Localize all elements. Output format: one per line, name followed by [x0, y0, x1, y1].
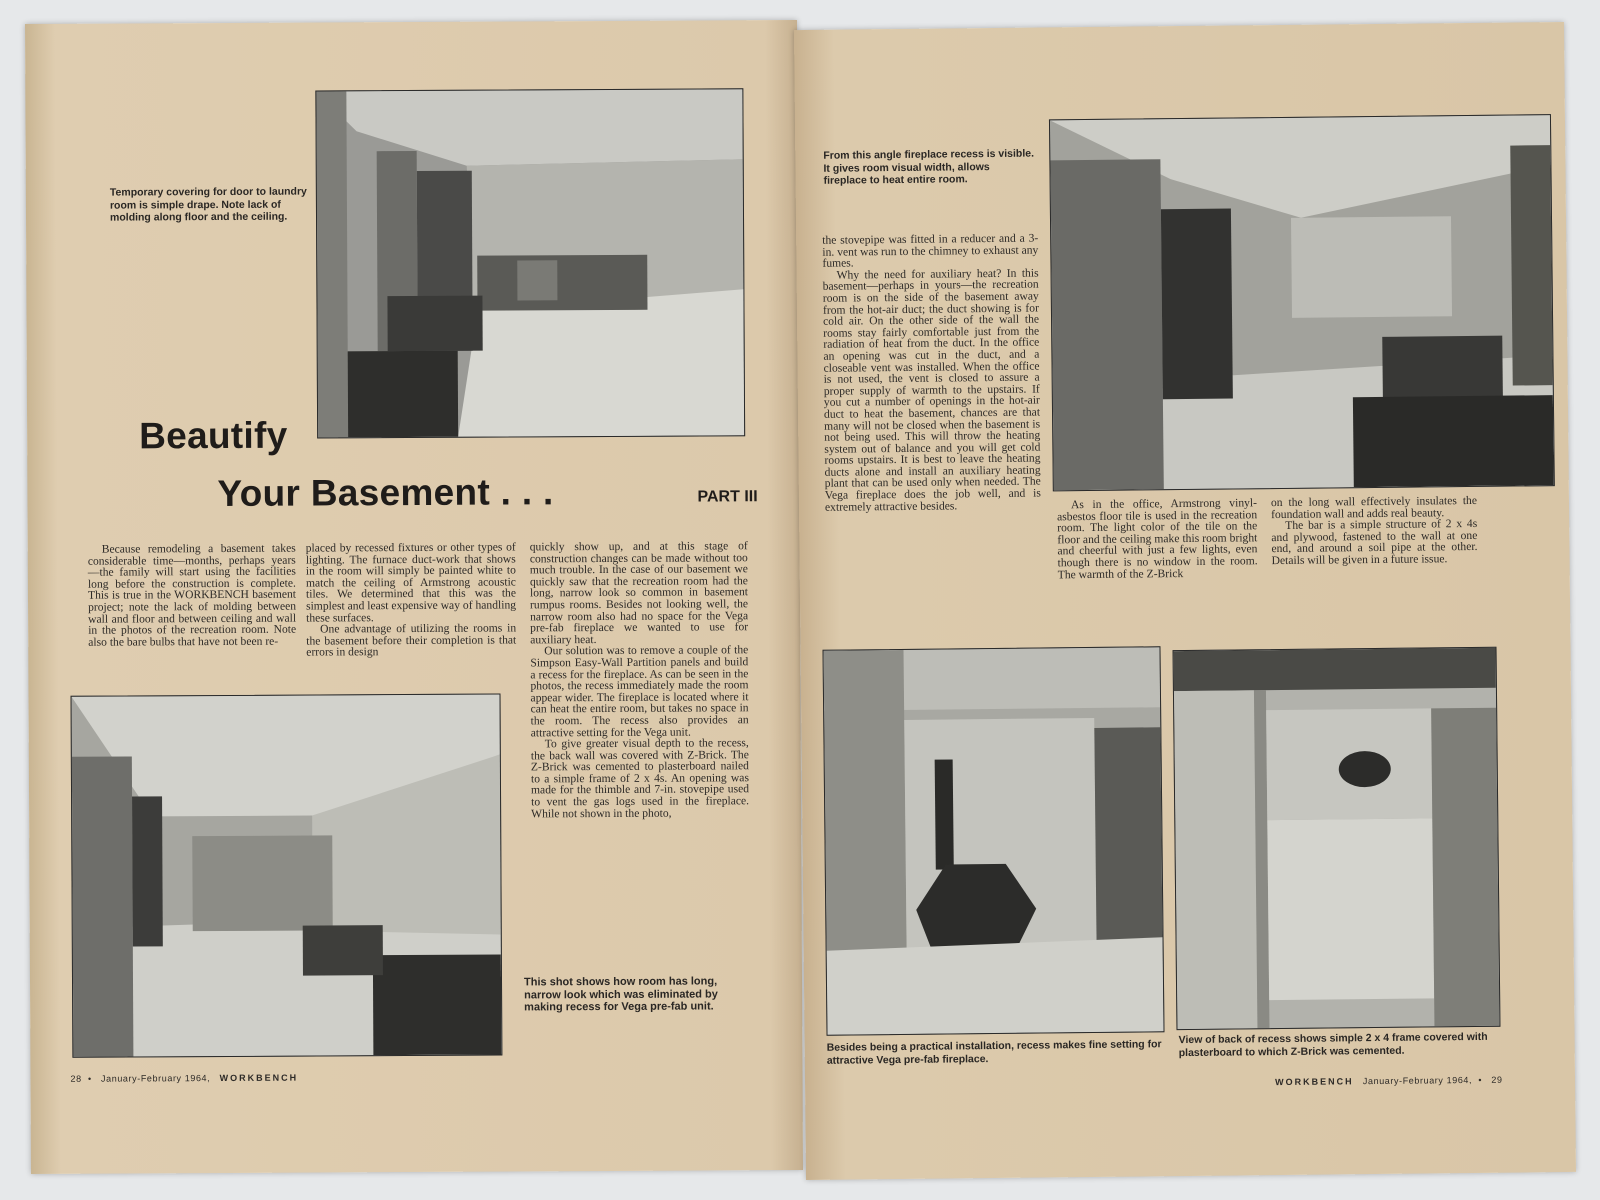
paragraph: Because remodeling a basement takes considerable time—months, perhaps years—the family will start using the facilities long before the construction is complete. This is true in the WORKBENCH basement project; note the lack of molding between wall and floor and between ceiling and wall in the photos of the recreation room. Note also the bare bulbs that have not been re- [87, 541, 297, 649]
paragraph: the stovepipe was fitted in a reducer and a 3-in. vent was run to the chimney to exhaust any fumes. [822, 231, 1039, 270]
photo-vega-fireplace [822, 646, 1164, 1036]
right-page [794, 22, 1576, 1180]
paragraph: Why the need for auxiliary heat? In this basement—perhaps in yours—the recreation room is on the side of the basement away from the hot-air duct; the duct showing is for cold air. On the other side of the wall the rooms stay fairly comfortable just from the radiation of heat from the duct. In the office an opening was cut in the duct, and a closeable vent was installed. When the office is not used, the vent is closed to assure a proper supply of warmth to the upstairs. If you cut a number of openings in the hot-air duct to heat the basement, chances are that many will not be closed when the basement is not being used. This will throw the heating system out of balance and you will get cold rooms upstairs. It is best to leave the heating ducts alone and install an auxiliary heating plant that can be used only when needed. The Vega fireplace does the job well, and is extremely attractive besides. [822, 266, 1041, 514]
page-number: 29 [1491, 1074, 1503, 1085]
paragraph: One advantage of utilizing the rooms in the basement before their completion is that errors in design [306, 621, 517, 659]
photo-recess-back-frame [1173, 647, 1501, 1030]
paragraph: To give greater visual depth to the recess, the back wall was covered with Z-Brick. The Z-Brick was cemented to plasterboard nailed to a simple frame of 2 x 4s. An opening was made for the thimble and 7-in. stovepipe used to vent the gas logs used in the fireplace. While not shown in the photo, [530, 736, 750, 821]
paragraph: Our solution was to remove a couple of the Simpson Easy-Wall Partition panels and build a recess for the fireplace. As can be seen in the photos, the recess immediately made the room appear wider. The fireplace is located where it can heat the entire room, but takes no space in the room. The recess also provides an attractive setting for the Vega unit. [530, 643, 749, 739]
magazine-name: WORKBENCH [1274, 1076, 1354, 1088]
fireplace-photo-caption: Besides being a practical installation, recess makes fine setting for attractive Vega pre-fab fireplace. [826, 1038, 1162, 1067]
left-column-3 [530, 540, 749, 819]
paragraph: The bar is a simple structure of 2 x 4s and plywood, fastened to the wall at one end, and around a soil pipe at the other. Details will be given in a future issue. [1271, 517, 1478, 568]
paragraph: on the long wall effectively insulates the foundation wall and adds real beauty. [1270, 493, 1478, 521]
left-column-2 [306, 541, 517, 658]
issue-date: January-February 1964, [1362, 1075, 1473, 1087]
top-left-photo-caption: Temporary covering for door to laundry room is simple drape. Note lack of molding along floor and the ceiling. [109, 185, 307, 224]
bottom-left-photo-caption: This shot shows how room has long, narrow look which was eliminated by making recess for Vega pre-fab unit. [523, 975, 718, 1014]
right-column-1 [822, 233, 1041, 513]
top-right-photo-caption: From this angle fireplace recess is visible. It gives room visual width, allows fireplace to heat entire room. [823, 147, 1035, 187]
photo-fireplace-recess-angle [1049, 114, 1555, 491]
right-column-2 [1057, 497, 1258, 580]
left-column-1 [88, 543, 297, 648]
right-folio: WORKBENCH January-February 1964, • 29 [1274, 1074, 1503, 1088]
article-title-line1: Beautify [139, 414, 288, 457]
left-page [25, 20, 803, 1174]
part-label: PART III [697, 488, 758, 506]
page-number: 28 [70, 1073, 82, 1084]
paragraph: quickly show up, and at this stage of construction changes can be made without too much trouble. In the case of our basement we quickly saw that the recreation room had the long, narrow look so common in basement rumpus rooms. Besides not looking well, the narrow room also had no space for the Vega pre-fab fireplace we wanted to use for auxiliary heat. [529, 539, 749, 647]
magazine-name: WORKBENCH [219, 1072, 299, 1084]
photo-long-narrow-room [71, 694, 503, 1058]
right-column-3 [1271, 495, 1478, 567]
frame-photo-caption: View of back of recess shows simple 2 x 4 frame covered with plasterboard to which Z-Brick was cemented. [1178, 1030, 1488, 1059]
left-folio: 28 • January-February 1964, WORKBENCH [70, 1072, 299, 1084]
issue-date: January-February 1964, [100, 1073, 211, 1084]
article-title-line2: Your Basement . . . [217, 471, 554, 515]
photo-recreation-room-corner [315, 88, 745, 438]
paragraph: As in the office, Armstrong vinyl-asbestos floor tile is used in the recreation room. The light color of the tile on the floor and the ceiling make this room bright and cheerful with just a few lights, even though there is no window in the room. The warmth of the Z-Brick [1057, 496, 1258, 581]
paragraph: placed by recessed fixtures or other types of lighting. The furnace duct-work that shows in the room will simply be painted white to match the ceiling of Armstrong acoustic tiles. We determined that this was the simplest and least expensive way of handling these surfaces. [305, 540, 517, 625]
